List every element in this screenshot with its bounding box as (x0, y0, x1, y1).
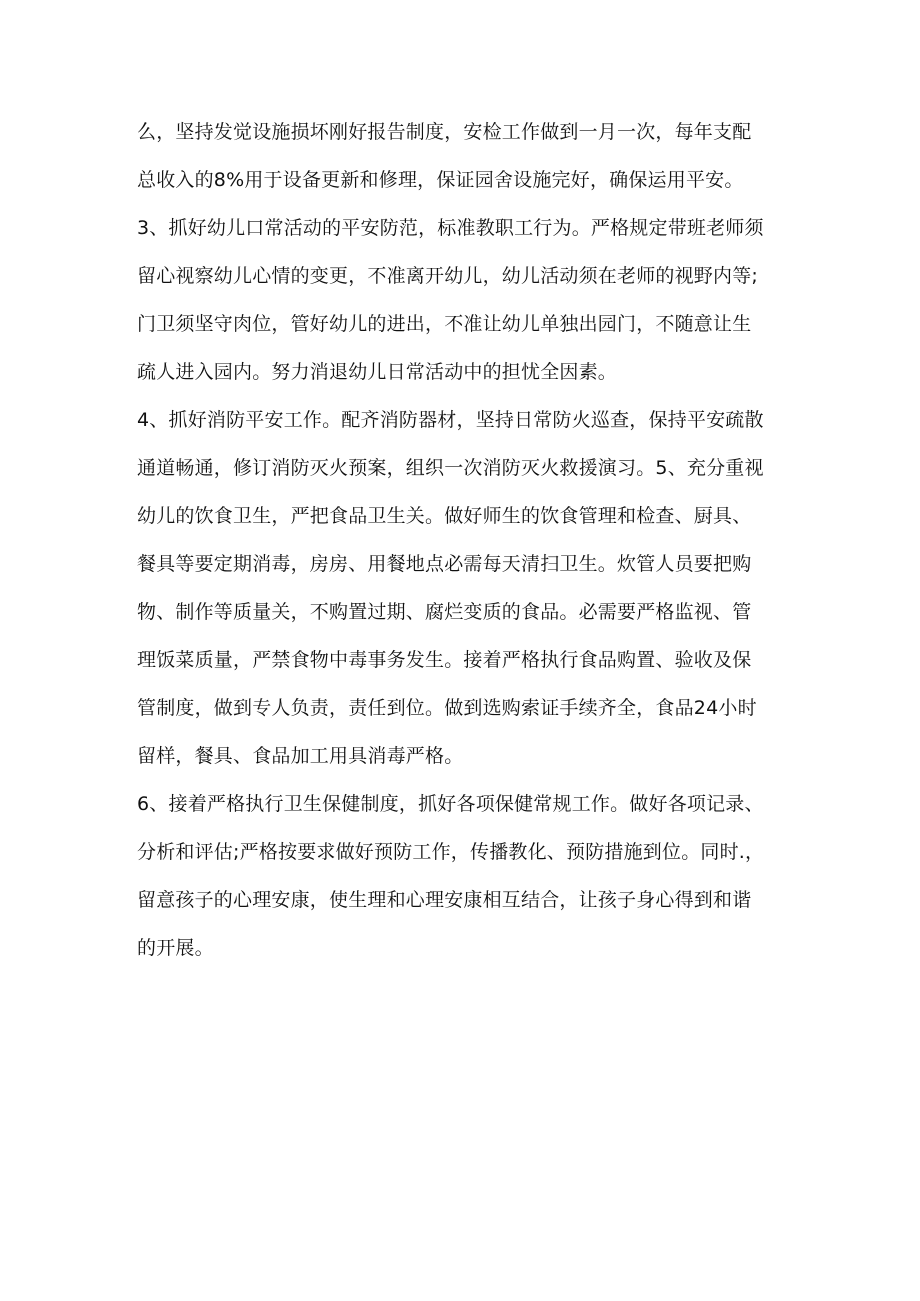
text-line: 的开展。 (137, 937, 214, 959)
paragraph-health-care (137, 780, 789, 972)
text-line: 留意孩子的心理安康，使生理和心理安康相互结合，让孩子身心得到和谐 (137, 889, 752, 911)
paragraph-fire-and-food-safety (137, 396, 789, 780)
text-line: 么，坚持发觉设施损坏刚好报告制度，安检工作做到一月一次，每年支配 (137, 121, 752, 143)
text-line: 疏人进入园内。努力消退幼儿日常活动中的担忧全因素。 (137, 361, 618, 383)
text-line: 留心视察幼儿心情的变更，不准离开幼儿，幼儿活动须在老师的视野内等; (137, 265, 759, 287)
text-line: 管制度，做到专人负责，责任到位。做到选购索证手续齐全，食品24小时 (137, 697, 757, 719)
document-body (137, 108, 789, 972)
text-line: 理饭菜质量，严禁食物中毒事务发生。接着严格执行食品购置、验收及保 (137, 649, 752, 671)
text-line: 3、抓好幼儿口常活动的平安防范，标准教职工行为。严格规定带班老师须 (137, 217, 764, 239)
text-line: 总收入的8%用于设备更新和修理，保证园舍设施完好，确保运用平安。 (137, 169, 744, 191)
text-line: 6、接着严格执行卫生保健制度，抓好各项保健常规工作。做好各项记录、 (137, 793, 764, 815)
paragraph-facility-safety (137, 108, 789, 204)
text-line: 物、制作等质量关，不购置过期、腐烂变质的食品。必需要严格监视、管 (137, 601, 752, 623)
paragraph-daily-activity-safety (137, 204, 789, 396)
text-line: 门卫须坚守肉位，管好幼儿的进出，不准让幼儿单独出园门，不随意让生 (137, 313, 752, 335)
text-line: 4、抓好消防平安工作。配齐消防器材，坚持日常防火巡查，保持平安疏散 (137, 409, 764, 431)
text-line: 幼儿的饮食卫生，严把食品卫生关。做好师生的饮食管理和检查、厨具、 (137, 505, 752, 527)
text-line: 分析和评估;严格按要求做好预防工作，传播教化、预防措施到位。同时.， (137, 841, 765, 863)
text-line: 留样，餐具、食品加工用具消毒严格。 (137, 745, 464, 767)
text-line: 通道畅通，修订消防灭火预案，组织一次消防灭火救援演习。5、充分重视 (137, 457, 764, 479)
text-line: 餐具等要定期消毒，房房、用餐地点必需每天清扫卫生。炊管人员要把购 (137, 553, 752, 575)
